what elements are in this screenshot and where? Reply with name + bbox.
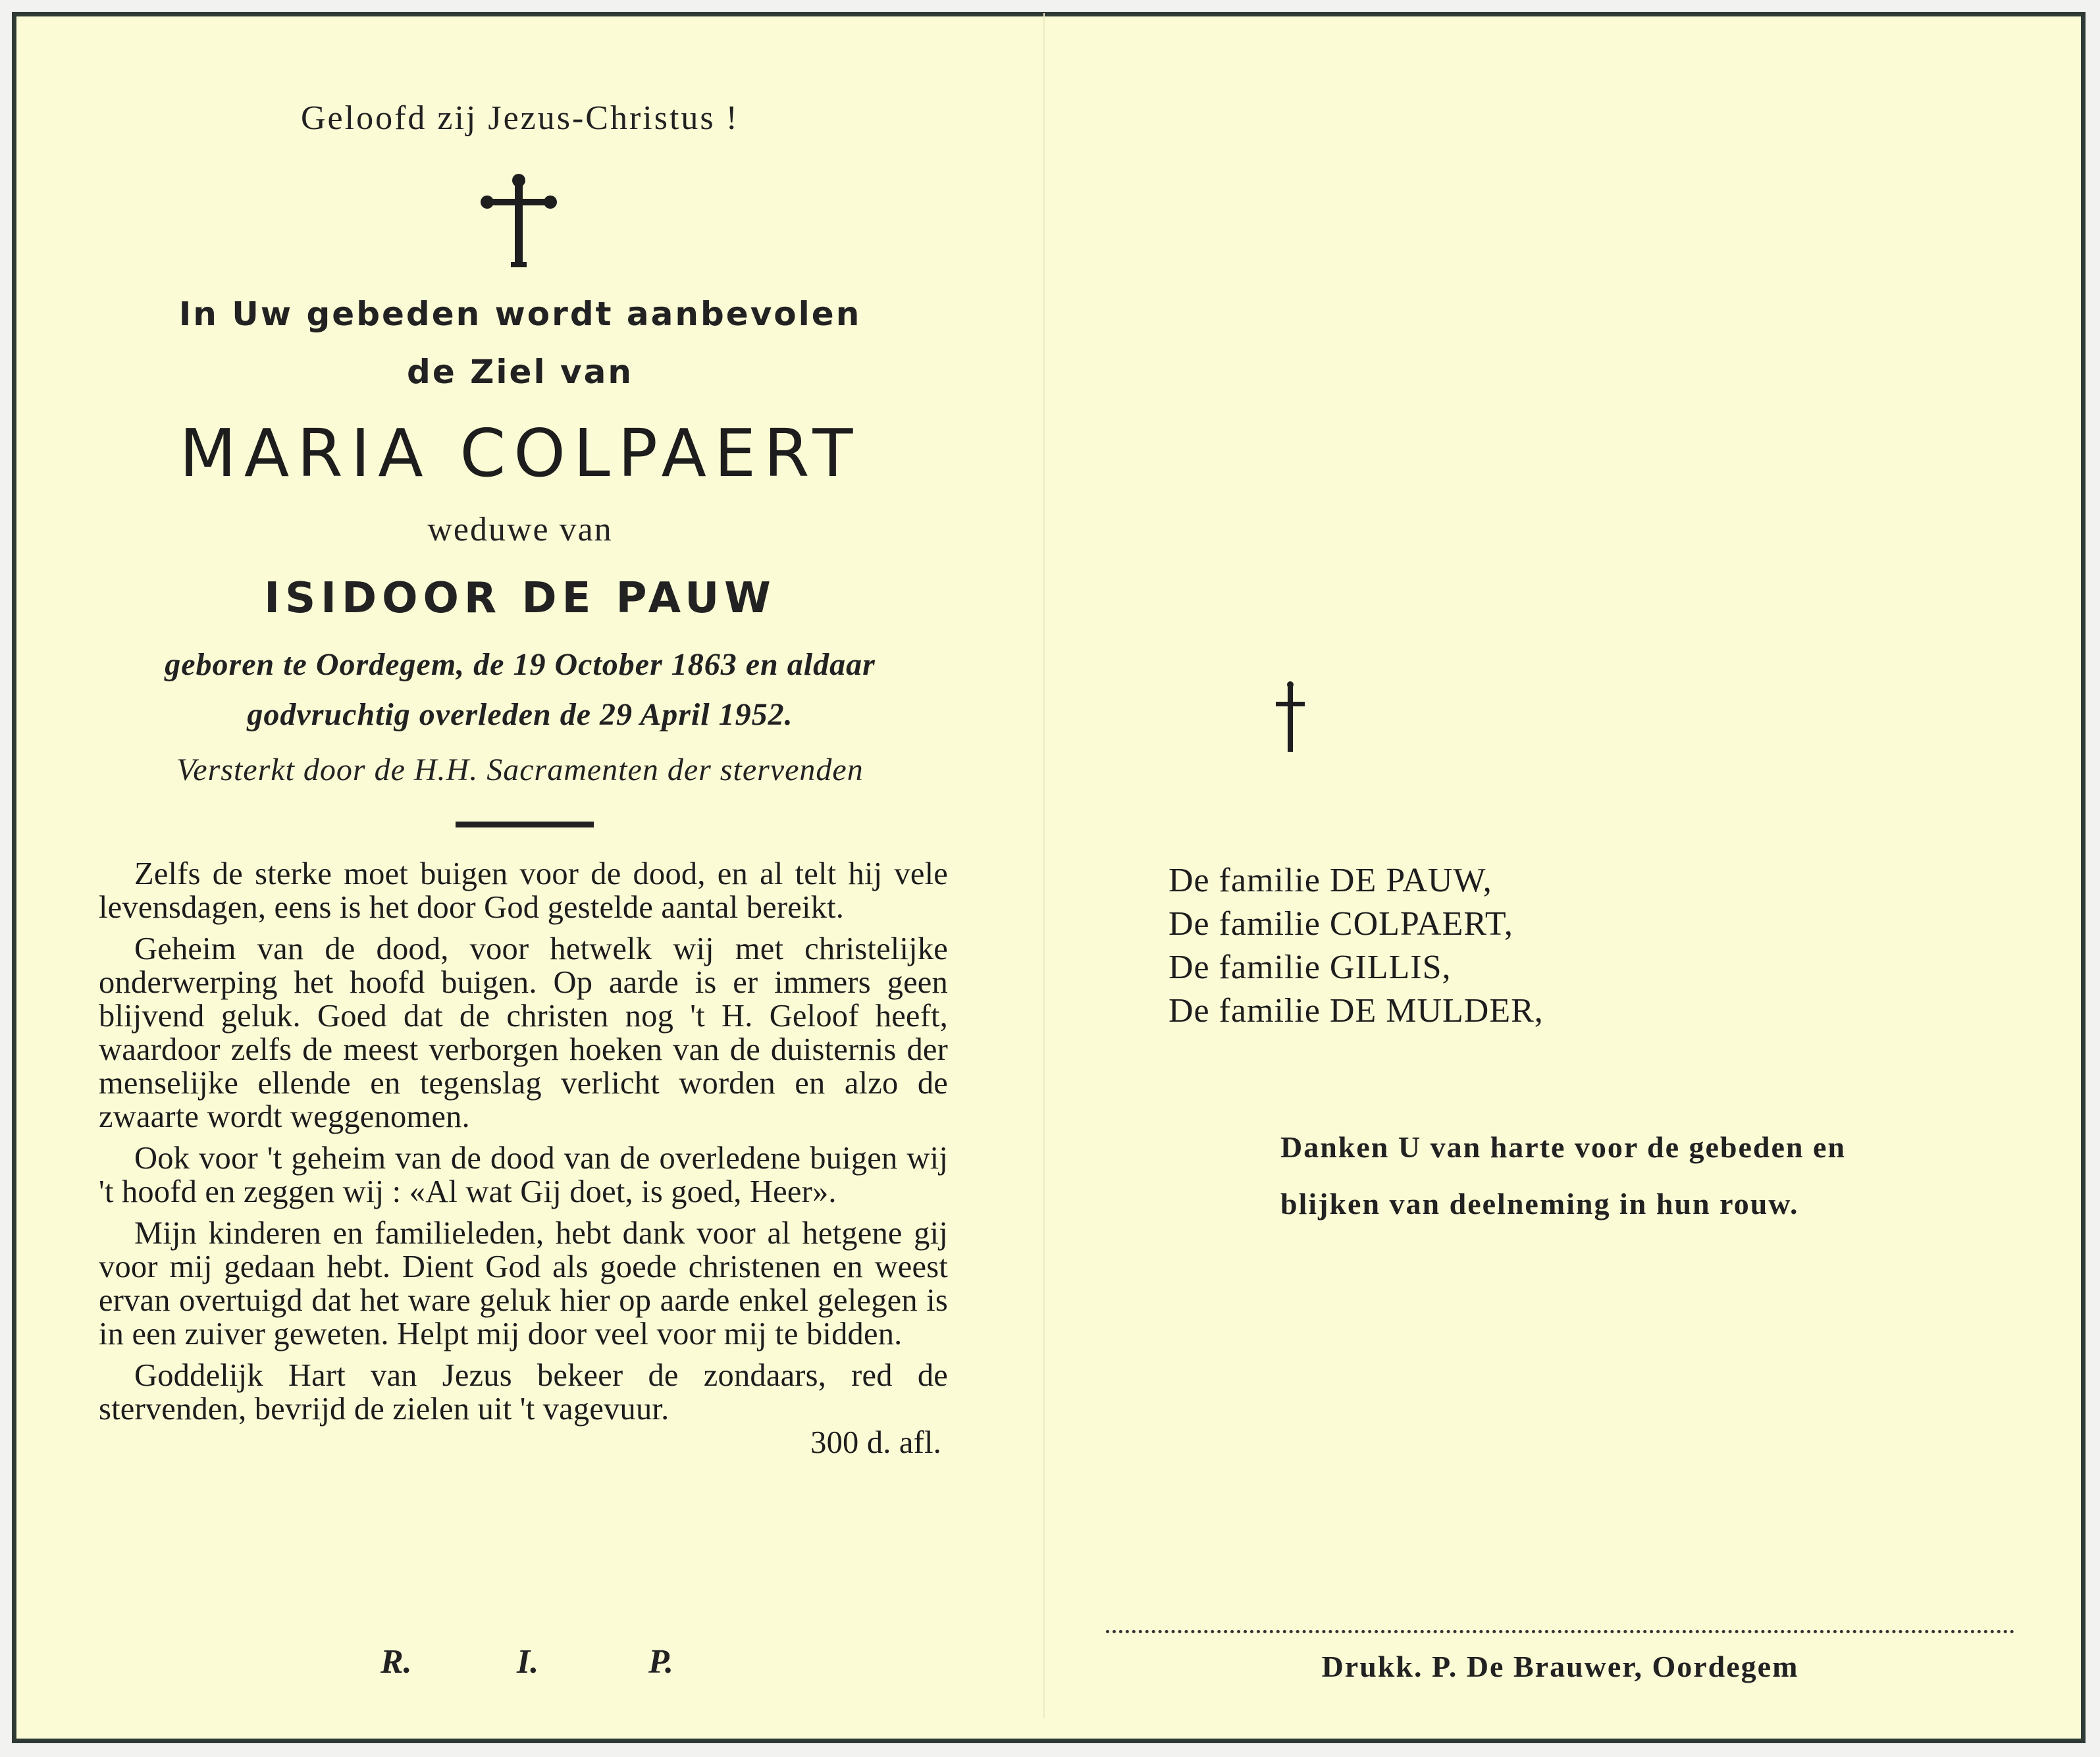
dotted-divider (1106, 1630, 2014, 1633)
family-line: De familie GILLIS, (1168, 949, 1452, 986)
husband-name: ISIDOOR DE PAUW (264, 574, 776, 623)
rip-letter: I. (517, 1643, 539, 1681)
soul-line: de Ziel van (407, 353, 633, 391)
sacraments-line: Versterkt door de H.H. Sacramenten der stervenden (176, 752, 864, 787)
thanks-line: blijken van deelneming in hun rouw. (1280, 1187, 1799, 1220)
death-line: godvruchtig overleden de 29 April 1952. (247, 697, 793, 732)
widow-line: weduwe van (427, 511, 613, 548)
family-line: De familie COLPAERT, (1168, 905, 1513, 943)
rip-letter: P. (648, 1643, 674, 1681)
family-list (1168, 859, 1544, 1033)
thanks-text (1280, 1119, 1846, 1232)
rip-letter: R. (381, 1643, 412, 1681)
thanks-line: Danken U van harte voor de gebeden en (1280, 1130, 1847, 1164)
paragraph: Zelfs de sterke moet buigen voor de dood, en al telt hij vele levensdagen, eens is het door God gestelde aantal bereikt. (99, 856, 948, 925)
small-cross-icon (1251, 678, 1330, 757)
fold-line (1043, 13, 1045, 1718)
large-cross-icon (474, 165, 566, 270)
recommendation-line: In Uw gebeden wordt aanbevolen (178, 295, 862, 333)
paragraph: Ook voor 't geheim van de dood van de overledene buigen wij 't hoofd en zeggen wij : «Al wat Gij doet, is goed, Heer». (99, 1141, 948, 1209)
prayer-text (99, 857, 948, 1459)
indulgence: 300 d. afl. (810, 1425, 941, 1460)
deceased-name: MARIA COLPAERT (179, 415, 861, 492)
family-line: De familie DE MULDER, (1168, 992, 1544, 1030)
paragraph: Geheim van de dood, voor hetwelk wij met christelijke onderwerping het hoofd buigen. Op aarde is er immers geen blijvend geluk. Goed dat de christen nog 't H. Geloof heeft, waardoor zelfs de meest verborgen hoeken van de duisternis der menselijke ellende en tegenslag verlicht worden en alzo de zwaarte wordt weggenomen. (99, 931, 948, 1134)
paragraph: Goddelijk Hart van Jezus bekeer de zondaars, red de stervenden, bevrijd de zielen uit 't vagevuur. (99, 1358, 948, 1427)
paragraph: Mijn kinderen en familieleden, hebt dank voor al hetgene gij voor mij gedaan hebt. Dient God als goede christenen en weest ervan overtuigd dat het ware geluk hier op aarde enkel gelegen is in een zuiver geweten. Helpt mij door veel voor mij te bidden. (99, 1216, 948, 1351)
printer-credit: Drukk. P. De Brauwer, Oordegem (1321, 1650, 1799, 1683)
family-line: De familie DE PAUW, (1168, 862, 1492, 899)
motto: Geloofd zij Jezus-Christus ! (300, 99, 739, 137)
divider (456, 822, 594, 827)
birth-line: geboren te Oordegem, de 19 October 1863 en aldaar (165, 647, 876, 682)
